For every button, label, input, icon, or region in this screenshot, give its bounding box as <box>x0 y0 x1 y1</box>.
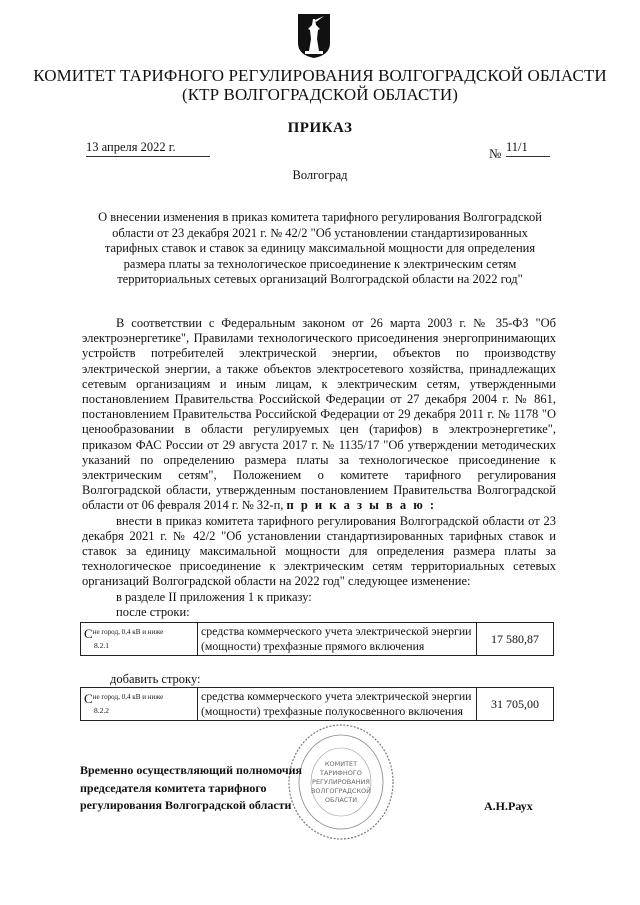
clause-paragraph: внести в приказ комитета тарифного регулирования Волгоградской области от 23 декабря 2021 г. № 42/2 "Об установлении стандартизированных тарифных ставок и ставок за единицу максимальной мощности для определения размера платы за технологическое присоединение к электрическим сетям территориальных сетевых организаций Волгоградской области на 2022 год" следующее изменение: <box>82 513 556 589</box>
table-row <box>81 688 554 721</box>
svg-text:ВОЛГОГРАДСКОЙ: ВОЛГОГРАДСКОЙ <box>310 787 372 795</box>
add-row-label: добавить строку: <box>110 672 201 686</box>
svg-text:КОМИТЕТ: КОМИТЕТ <box>324 760 358 768</box>
code-subscript: 8.2.2 <box>94 705 109 715</box>
tariff-table-existing <box>80 622 554 656</box>
signer-position-line: регулирования Волгоградской области <box>80 798 292 812</box>
tariff-table-new <box>80 687 554 721</box>
code-subscript: 8.2.1 <box>94 640 109 650</box>
city: Волгоград <box>292 168 348 182</box>
preamble-text: В соответствии с Федеральным законом от 26 марта 2003 г. № 35-ФЗ "Об электроэнергетике", Правилами технологического присоединения энергопринимающих устройств потребителей электрической энергии, объектов по производству электрической энергии, а также объектов электросетевого хозяйства, принадлежащих сетевым организациям и иным лицам, к электрическим сетям, утвержденными постановлением Правительства Российской Федерации от 27 декабря 2004 г. № 861, постановлением Правительства Российской Федерации от 29 декабря 2011 г. № 1178 "О ценообразовании в области регулируемых цен (тарифов) в электроэнергетике", приказом ФАС России от 29 августа 2017 г. № 1135/17 "Об утверждении методических указаний по определению размера платы за технологическое присоединение к электрическим сетям", Положением о комитете тарифного регулирования Волгоградской области, утвержденным постановлением Правительства Волгоградской области от 06 февраля 2014 г. № 32-п, <box>82 316 556 513</box>
order-body <box>82 316 556 620</box>
tariff-description: средства коммерческого учета электрической энергии (мощности) трехфазные прямого включения <box>198 623 477 656</box>
coat-of-arms-emblem <box>297 13 331 59</box>
order-subject: О внесении изменения в приказ комитета тарифного регулирования Волгоградской области от 23 декабря 2021 г. № 42/2 "Об установлении стандартизированных тарифных ставок и ставок за единицу максимальной мощности для определения размера платы за технологическое присоединение к электрическим сетям территориальных сетевых организаций Волгоградской области на 2022 год" <box>98 210 542 287</box>
tariff-code <box>81 623 198 656</box>
signer-position-line: Временно осуществляющий полномочия <box>80 763 303 777</box>
code-letter: С <box>84 690 93 706</box>
order-date: 13 апреля 2022 г. <box>86 140 210 157</box>
document-type: ПРИКАЗ <box>287 120 353 136</box>
tariff-description: средства коммерческого учета электрической энергии (мощности) трехфазные полукосвенного включения <box>198 688 477 721</box>
svg-text:ОБЛАСТИ: ОБЛАСТИ <box>324 796 358 804</box>
signer-position <box>80 762 302 815</box>
org-short-name: (КТР ВОЛГОГРАДСКОЙ ОБЛАСТИ) <box>181 85 459 104</box>
table-row <box>81 623 554 656</box>
section-reference: в разделе II приложения 1 к приказу: <box>116 589 312 604</box>
order-number: 11/1 <box>506 140 550 157</box>
after-row-label: после строки: <box>116 604 190 619</box>
preamble-paragraph <box>82 316 556 514</box>
svg-text:РЕГУЛИРОВАНИЯ: РЕГУЛИРОВАНИЯ <box>312 778 370 786</box>
number-label: № <box>489 146 502 161</box>
signer-name: А.Н.Раух <box>484 799 533 813</box>
code-superscript: не город, 0,4 кВ и ниже <box>92 628 164 637</box>
signer-position-line: председателя комитета тарифного <box>80 780 267 795</box>
tariff-code <box>81 688 198 721</box>
official-seal <box>286 722 396 842</box>
code-superscript: не город, 0,4 кВ и ниже <box>92 693 164 702</box>
order-word: п р и к а з ы в а ю : <box>286 498 437 513</box>
code-letter: С <box>84 625 93 641</box>
tariff-value: 17 580,87 <box>477 623 554 656</box>
org-name: КОМИТЕТ ТАРИФНОГО РЕГУЛИРОВАНИЯ ВОЛГОГРАДСКОЙ ОБЛАСТИ <box>33 66 607 85</box>
svg-text:ТАРИФНОГО: ТАРИФНОГО <box>320 769 362 777</box>
tariff-value: 31 705,00 <box>477 688 554 721</box>
